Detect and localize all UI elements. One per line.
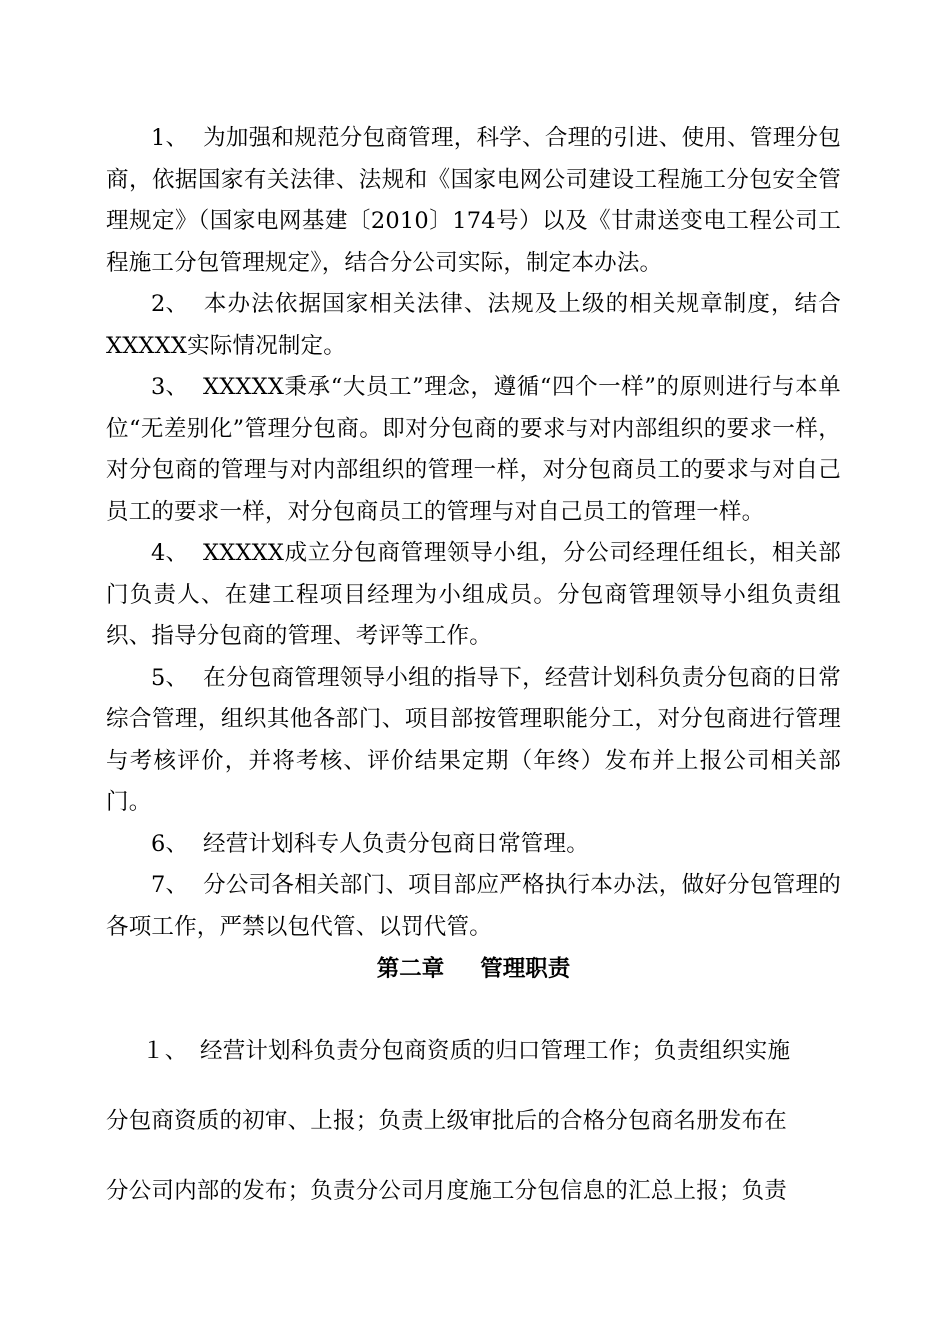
clause-number: 5、 bbox=[151, 664, 189, 691]
clause-text: XXXXX秉承“大员工”理念，遵循“四个一样”的原则进行与本单位“无差别化”管理分包商。即对分包商的要求与对内部组织的要求一样，对分包商的管理与对内部组织的管理一样，对分包商员工的要求与对自己员工的要求一样，对分包商员工的管理与对自己员工的管理一样。 bbox=[106, 374, 841, 525]
clause-text: 分公司各相关部门、项目部应严格执行本办法，做好分包管理的各项工作，严禁以包代管、以罚代管。 bbox=[106, 872, 841, 940]
clause-4 bbox=[106, 533, 841, 658]
clause-number: 1、 bbox=[151, 125, 189, 151]
clause-text: 经营计划科专人负责分包商日常管理。 bbox=[203, 830, 589, 857]
clause-3 bbox=[106, 367, 841, 533]
duty-text: 经营计划科负责分包商资质的归口管理工作；负责组织实施 bbox=[200, 1038, 791, 1064]
clause-2 bbox=[106, 284, 841, 367]
clause-7 bbox=[106, 865, 841, 948]
clause-number: 6、 bbox=[151, 830, 189, 857]
clause-text: XXXXX成立分包商管理领导小组，分公司经理任组长，相关部门负责人、在建工程项目经理为小组成员。分包商管理领导小组负责组织、指导分包商的管理、考评等工作。 bbox=[106, 540, 841, 649]
chapter-title: 管理职责 bbox=[480, 956, 571, 982]
duty-line-1 bbox=[106, 1037, 841, 1107]
clause-text: 为加强和规范分包商管理，科学、合理的引进、使用、管理分包商，依据国家有关法律、法规和《国家电网公司建设工程施工分包安全管理规定》（国家电网基建〔2010〕174号）以及《甘肃送变电工程公司工程施工分包管理规定》，结合分公司实际，制定本办法。 bbox=[106, 125, 841, 276]
chapter1-body bbox=[106, 118, 841, 990]
clause-number: 3、 bbox=[151, 374, 189, 400]
chapter-number: 第二章 bbox=[376, 956, 445, 982]
clause-number: 2、 bbox=[151, 291, 189, 317]
duty-line-3: 分公司内部的发布；负责分公司月度施工分包信息的汇总上报；负责 bbox=[106, 1178, 788, 1204]
clause-number: １、 bbox=[142, 1038, 188, 1064]
clause-number: 7、 bbox=[151, 872, 189, 898]
clause-5 bbox=[106, 658, 841, 824]
chapter2-body bbox=[106, 1037, 841, 1247]
clause-text: 本办法依据国家相关法律、法规及上级的相关规章制度，结合XXXXX实际情况制定。 bbox=[106, 291, 841, 359]
duty-line-2: 分包商资质的初审、上报；负责上级审批后的合格分包商名册发布在 bbox=[106, 1108, 788, 1134]
clause-text: 在分包商管理领导小组的指导下，经营计划科负责分包商的日常综合管理，组织其他各部门、项目部按管理职能分工，对分包商进行管理与考核评价，并将考核、评价结果定期（年终）发布并上报公司相关部门。 bbox=[106, 664, 841, 815]
clause-6 bbox=[106, 824, 841, 866]
clause-1 bbox=[106, 118, 841, 284]
chapter-heading bbox=[106, 948, 841, 990]
clause-number: 4、 bbox=[151, 540, 189, 566]
